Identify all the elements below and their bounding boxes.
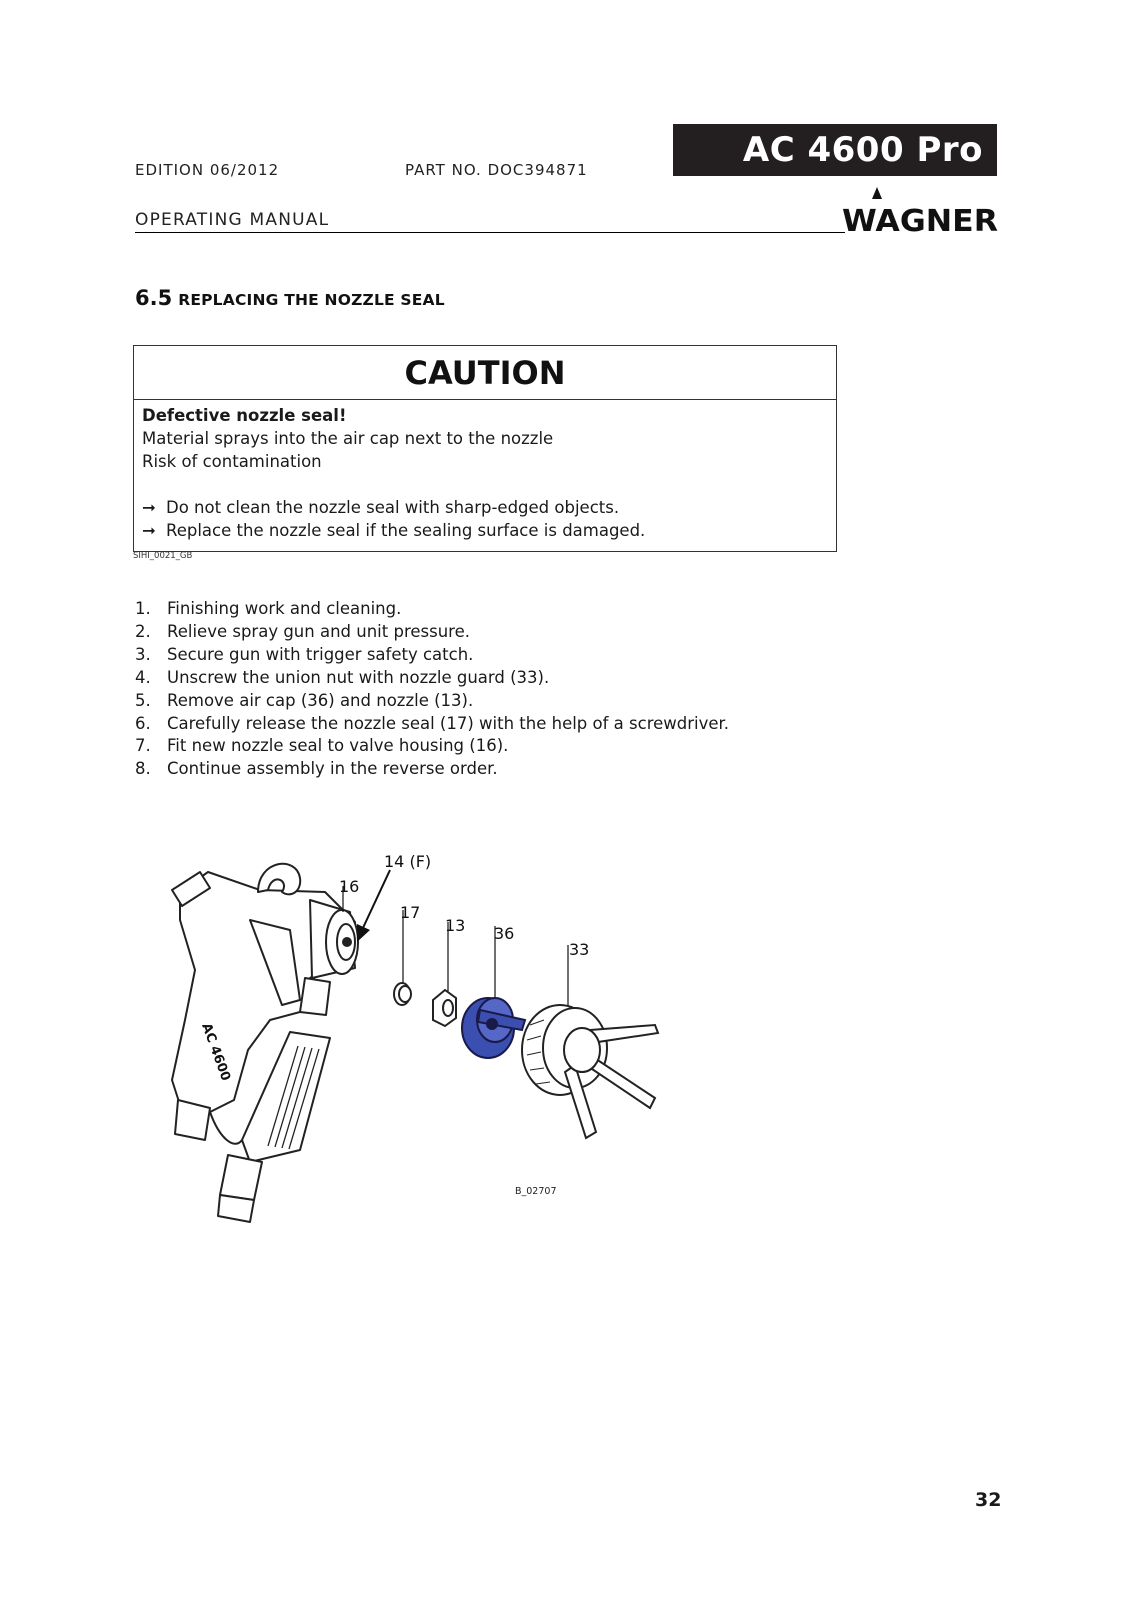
step-number: 1. <box>135 599 151 618</box>
caution-box <box>133 345 837 552</box>
list-item <box>135 667 729 690</box>
arrow-right-icon: ➞ <box>142 521 156 540</box>
caution-action <box>142 496 828 519</box>
page-number: 32 <box>975 1489 1002 1511</box>
step-number: 2. <box>135 621 151 641</box>
step-text: Fit new nozzle seal to valve housing (16). <box>167 736 509 756</box>
step-text: Continue assembly in the reverse order. <box>167 759 498 779</box>
wagner-logo <box>840 184 1000 236</box>
list-item <box>135 690 729 713</box>
header-rule <box>135 232 845 233</box>
step-number: 6. <box>135 713 151 733</box>
caution-reference: SIHI_0021_GB <box>133 551 193 561</box>
caution-hazard: Defective nozzle seal! <box>142 406 347 425</box>
step-text: Relieve spray gun and unit pressure. <box>167 621 470 641</box>
procedure-steps <box>135 598 729 781</box>
list-item <box>135 621 729 644</box>
callout-36: 36 <box>494 924 515 943</box>
callout-14: 14 (F) <box>384 852 432 871</box>
list-item <box>135 758 729 781</box>
caution-line: Material sprays into the air cap next to the nozzle <box>142 429 554 448</box>
part-number-label: PART NO. DOC394871 <box>405 161 588 179</box>
step-text: Remove air cap (36) and nozzle (13). <box>167 690 474 710</box>
step-number: 7. <box>135 736 151 756</box>
list-item <box>135 598 729 621</box>
callout-16: 16 <box>339 877 360 896</box>
step-text: Carefully release the nozzle seal (17) with the help of a screwdriver. <box>167 713 730 733</box>
arrow-right-icon: ➞ <box>142 498 156 517</box>
list-item <box>135 713 729 736</box>
list-item <box>135 644 729 667</box>
section-heading: REPLACING THE NOZZLE SEAL <box>178 291 445 309</box>
svg-text:WAGNER: WAGNER <box>842 204 998 236</box>
caution-heading: CAUTION <box>134 346 836 400</box>
callout-17: 17 <box>400 903 421 922</box>
wagner-logo-mark <box>840 184 1000 236</box>
figure-reference: B_02707 <box>515 1186 557 1197</box>
step-text: Unscrew the union nut with nozzle guard (33). <box>167 667 550 687</box>
spray-gun-drawing <box>150 850 710 1240</box>
step-number: 4. <box>135 667 151 687</box>
gun-body-label: AC 4600 <box>198 1021 233 1084</box>
step-number: 8. <box>135 759 151 779</box>
caution-action <box>142 519 828 542</box>
callout-33: 33 <box>569 940 590 959</box>
list-item <box>135 735 729 758</box>
manual-type-label: OPERATING MANUAL <box>135 210 330 230</box>
caution-action-text: Replace the nozzle seal if the sealing surface is damaged. <box>166 521 646 540</box>
step-text: Secure gun with trigger safety catch. <box>167 644 474 664</box>
caution-line: Risk of contamination <box>142 452 322 471</box>
exploded-view-figure <box>150 850 710 1240</box>
caution-action-text: Do not clean the nozzle seal with sharp-edged objects. <box>166 498 620 517</box>
callout-13: 13 <box>445 916 466 935</box>
step-number: 5. <box>135 690 151 710</box>
step-number: 3. <box>135 644 151 664</box>
model-title: AC 4600 Pro <box>673 124 997 176</box>
section-title <box>135 286 445 310</box>
edition-label: EDITION 06/2012 <box>135 161 280 179</box>
section-number: 6.5 <box>135 286 173 310</box>
step-text: Finishing work and cleaning. <box>167 599 402 618</box>
caution-body <box>134 400 836 546</box>
